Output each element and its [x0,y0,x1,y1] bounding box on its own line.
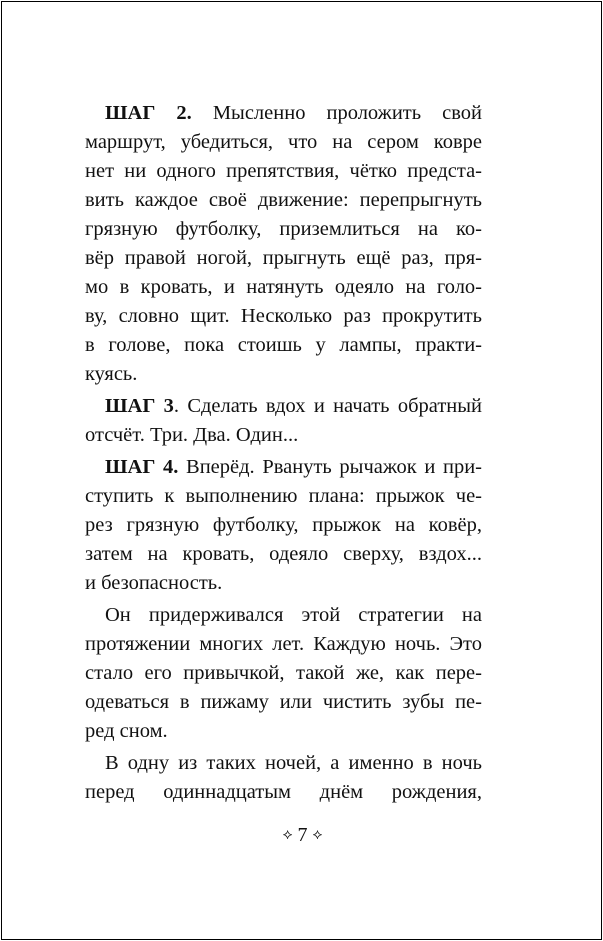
text-line [85,688,482,717]
text-line [85,302,482,331]
ornament-right-icon: ⟡ [312,827,323,844]
line-text: ред сном. [85,720,168,742]
line-text: нет ни одного препятствия, чётко предста- [85,160,482,182]
text-line [85,360,482,389]
line-text: и безопасность. [85,572,223,594]
step-label: ШАГ 4. [105,456,179,478]
line-text: . Сделать вдох и начать обратный [173,395,482,417]
line-text: ву, словно щит. Несколько раз прокрутить [85,305,482,327]
step-label: ШАГ 3 [105,395,174,417]
line-text: Мысленно проложить свой [191,102,483,124]
text-line [85,749,482,778]
line-text: Вперёд. Рвануть рычажок и при- [178,456,483,478]
text-line [85,453,482,482]
text-line [85,421,482,450]
text-line [85,331,482,360]
text-line [85,99,482,128]
page-number: 7 [297,824,308,846]
text-line [85,157,482,186]
line-text: куясь. [85,363,138,385]
text-line [85,392,482,421]
line-text: протяжении многих лет. Каждую ночь. Это [85,633,482,655]
line-text: одеваться в пижаму или чистить зубы пе- [85,691,482,713]
book-page [1,1,602,940]
line-text: отсчёт. Три. Два. Один... [85,424,299,446]
text-line [85,778,482,807]
text-line [85,540,482,569]
step-label: ШАГ 2. [105,102,192,124]
text-line [85,186,482,215]
paragraph [85,601,482,746]
text-line [85,717,482,746]
page-number-footer [2,824,603,847]
line-text: вить каждое своё движение: перепрыгнуть [85,189,482,211]
text-line [85,128,482,157]
paragraph [85,99,482,389]
paragraph [85,453,482,598]
line-text: грязную футболку, приземлиться на ко- [85,218,482,240]
line-text: мо в кровать, и натянуть одеяло на голо- [85,276,482,298]
line-text: вёр правой ногой, прыгнуть ещё раз, пря- [85,247,482,269]
text-line [85,215,482,244]
text-line [85,630,482,659]
line-text: В одну из таких ночей, а именно в ночь [105,752,482,774]
line-text: рез грязную футболку, прыжок на ковёр, [85,514,482,536]
line-text: стало его привычкой, такой же, как пере- [85,662,482,684]
text-line [85,482,482,511]
line-text: маршрут, убедиться, что на сером ковре [85,131,482,153]
text-line [85,601,482,630]
line-text: перед одиннадцатым днём рождения, [85,781,482,803]
paragraph [85,749,482,807]
text-line [85,659,482,688]
text-line [85,511,482,540]
text-line [85,569,482,598]
text-line [85,244,482,273]
page-body-text [85,99,482,807]
ornament-left-icon: ⟡ [282,827,293,844]
paragraph [85,392,482,450]
line-text: в голове, пока стоишь у лампы, практи- [85,334,482,356]
line-text: затем на кровать, одеяло сверху, вздох... [85,543,482,565]
line-text: Он придерживался этой стратегии на [105,604,482,626]
line-text: ступить к выполнению плана: прыжок че- [85,485,482,507]
text-line [85,273,482,302]
